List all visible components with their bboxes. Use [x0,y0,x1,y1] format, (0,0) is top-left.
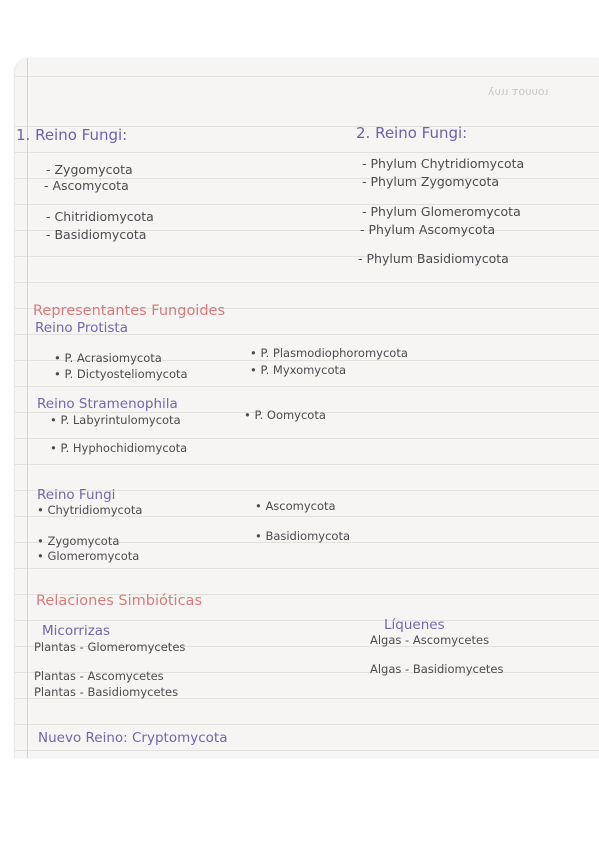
micorrizas-item: Plantas - Ascomycetes [34,669,164,683]
right-kingdom-item: - Phylum Chytridiomycota [362,156,525,171]
left-kingdom-title: 1. Reino Fungi: [16,126,128,144]
protista-title: Reino Protista [35,320,128,336]
right-kingdom-item: - Phylum Basidiomycota [358,251,509,266]
margin-line [27,58,28,758]
simbioticas-title: Relaciones Simbióticas [36,593,202,609]
protista-item: • P. Dictyosteliomycota [54,367,188,381]
stramenophila-item: • P. Hyphochidiomycota [50,441,188,455]
fungi-item: • Basidiomycota [255,529,351,543]
fungoides-title: Representantes Fungoides [33,303,226,319]
fungi-item: • Zygomycota [37,534,120,548]
protista-item: • P. Plasmodiophoromycota [250,346,408,360]
right-kingdom-item: - Phylum Glomeromycota [362,204,521,219]
micorrizas-item: Plantas - Glomeromycetes [34,640,186,654]
bleed-through-text: ιουυοτ ιιυλ [488,85,549,98]
liquenes-item: Algas - Ascomycetes [370,633,490,647]
fungi-item: • Glomeromycota [37,549,140,563]
right-kingdom-title: 2. Reino Fungi: [356,124,468,142]
left-kingdom-item: - Chitridiomycota [46,209,154,224]
left-kingdom-item: - Basidiomycota [46,227,147,242]
left-kingdom-item: - Ascomycota [44,178,129,193]
liquenes-item: Algas - Basidiomycetes [370,662,504,676]
nuevo-reino: Nuevo Reino: Cryptomycota [38,730,228,746]
micorrizas-title: Micorrizas [42,623,111,639]
fungi-item: • Ascomycota [255,499,336,513]
stramenophila-item: • P. Labyrintulomycota [50,413,181,427]
protista-item: • P. Myxomycota [250,363,347,377]
liquenes-title: Líquenes [384,617,445,633]
stramenophila-title: Reino Stramenophila [37,396,178,412]
micorrizas-item: Plantas - Basidiomycetes [34,685,179,699]
stramenophila-item: • P. Oomycota [244,408,326,422]
protista-item: • P. Acrasiomycota [54,351,162,365]
right-kingdom-item: - Phylum Ascomycota [360,222,496,237]
fungi-title: Reino Fungi [37,487,116,503]
right-kingdom-item: - Phylum Zygomycota [362,174,500,189]
fungi-item: • Chytridiomycota [37,503,143,517]
left-kingdom-item: - Zygomycota [46,162,133,177]
